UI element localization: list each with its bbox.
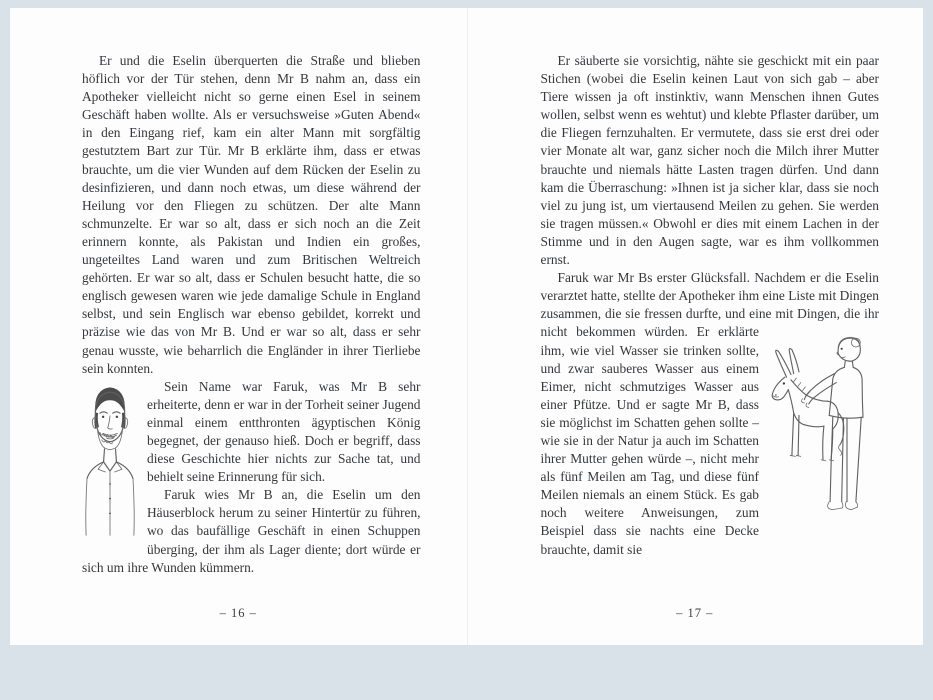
right-paragraph-2 <box>541 269 880 559</box>
right-paragraph-2-text-before: Faruk war Mr Bs erster Glücksfall. Nachdem er die Eselin verarztet hatte, stellte der Apotheker ihm eine Liste mit Dingen zusammen, die sie fressen durfte, und eine mit Dingen, die ihr nicht bekommen würden. <box>540 270 879 340</box>
left-paragraph-1: Er und die Eselin überquerten die Straße und blieben höflich vor der Tür stehen, denn Mr B nahm an, dass ein Apotheker vielleicht nicht so gerne einen Esel in seinem Geschäft haben wollte. Als er versuchsweise »Guten Abend« in den Eingang rief, kam ein alter Mann mit sorgfältig gestutztem Bart zur Tür. Mr B erklärte ihm, dass er etwas brauchte, um die vier Wunden auf dem Rücken der Eselin zu desinfizieren, und dann noch etwas, um diese während der Heilung vor den Fliegen zu schützen. Der alte Mann schmunzelte. Er war so alt, dass er sich noch an die Zeit erinnern konnte, als Pakistan und Indien ein großes, ungeteiltes Land waren und zum Britischen Weltreich gehörten. Er war so alt, dass er Schulen besucht hatte, die so englisch gewesen waren wie jede damalige Schule in England selbst, und sein Englisch war ebenso gebildet, korrekt und präzise wie das von Mr B. Und er war so alt, dass er sehr genau wusste, wie beharrlich die Engländer in ihrer Tierliebe sein konnten. <box>82 53 421 376</box>
person-and-donkey-sketch-icon <box>767 325 879 537</box>
page-left <box>10 8 467 645</box>
page-number-left: – 16 – <box>219 606 257 620</box>
left-paragraph-3: Faruk wies Mr B an, die Eselin um den Häuserblock herum zu seiner Hintertür zu führen, wo das baufällige Geschäft in einen Schuppen überging, der ihm als Lager diente; dort würde er sich um ihre Wunden kümmern. <box>82 487 421 575</box>
book-spread <box>10 8 923 645</box>
page-right <box>467 8 924 645</box>
page-number-right: – 17 – <box>676 606 714 620</box>
right-paragraph-1: Er säuberte sie vorsichtig, nähte sie geschickt mit ein paar Stichen (wobei die Eselin keinen Laut von sich gab – aber Tiere wissen ja oft instinktiv, wann Menschen ihnen Gutes wollen, selbst wenn es wehtut) und klebte Pflaster darüber, um die Fliegen fernzuhalten. Er vermutete, dass sie erst drei oder vier Monate alt war, ganz sicher noch die Milch ihrer Mutter brauchte und niemals hätte Lasten tragen dürfen. Und dann kam die Überraschung: »Ihnen ist ja sicher klar, dass sie noch viel zu jung ist, um viertausend Meilen zu gehen. Sie werden sie tragen müssen.« Obwohl er dies mit einem Lachen in der Stimme und in den Augen sagte, war es ihm vollkommen ernst. <box>540 53 879 268</box>
person-with-donkey-illustration <box>767 325 879 537</box>
right-paragraph-2-text-after: Er erklärte ihm, wie viel Wasser sie trinken sollte, und zwar sauberes Wasser aus einem Eimer, nicht schmutziges Wasser aus einer Pfütze. Und er sagte Mr B, dass sie möglichst im Schatten gehen sollte – wie sie in der Natur ja auch im Schatten ihrer Mutter gehen würde –, nicht mehr als fünf Meilen am Tag, und diese fünf Meilen niemals an einem Stück. Es gab noch weitere Anweisungen, zum Beispiel dass sie nachts eine Decke brauchte, damit sie <box>540 324 759 557</box>
left-paragraph-2-text: Sein Name war Faruk, was Mr B sehr erheiterte, denn er war in der Torheit seiner Jugend einmal einem entthronten ägyptischen König begegnet, der genauso hieß. Doch er begriff, dass diese Geschichte hier nichts zur Sache tat, und behielt seine Erinnerung für sich. <box>147 378 421 485</box>
faruk-illustration <box>82 381 138 551</box>
left-paragraph-2 <box>82 378 421 487</box>
bearded-man-sketch-icon <box>82 381 138 551</box>
